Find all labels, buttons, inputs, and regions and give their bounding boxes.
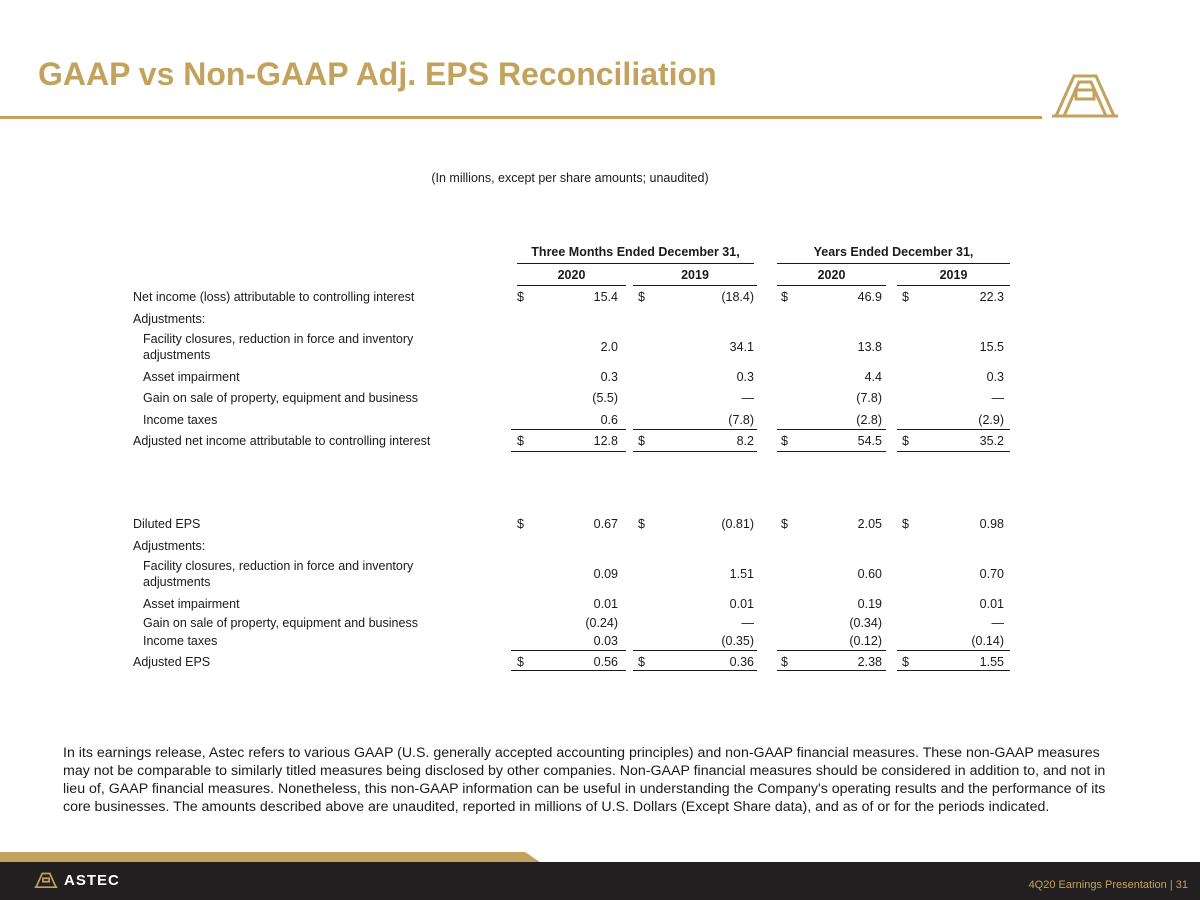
- cell-value: 54.5: [857, 434, 882, 448]
- row-label: [133, 289, 414, 305]
- row-label: [143, 633, 217, 649]
- footer-separator: |: [1169, 879, 1173, 891]
- currency-symbol: $: [902, 517, 909, 531]
- year-header-rule: [897, 285, 1010, 286]
- row-label-text: Facility closures, reduction in force and inventory: [143, 332, 414, 346]
- cell-value: (7.8): [728, 413, 754, 427]
- cell-value: 0.3: [986, 370, 1004, 384]
- row-label-text-cont: adjustments: [143, 348, 211, 362]
- total-rule: [511, 670, 626, 671]
- cell-value: 2.0: [600, 340, 618, 354]
- currency-symbol: $: [517, 290, 524, 304]
- astec-brand-icon: [34, 870, 58, 890]
- total-rule: [777, 451, 886, 452]
- row-label: [133, 433, 430, 449]
- total-rule: [633, 650, 757, 651]
- total-rule: [897, 429, 1010, 430]
- cell-value: 0.36: [729, 655, 754, 669]
- cell-value: 0.56: [593, 655, 618, 669]
- total-rule: [511, 451, 626, 452]
- row-label-text: Adjusted net income attributable to controlling interest: [133, 434, 431, 448]
- row-label: [143, 412, 217, 428]
- cell-value: (0.14): [971, 634, 1004, 648]
- cell-value: 1.51: [729, 567, 754, 581]
- cell-value: (5.5): [592, 391, 618, 405]
- cell-value: 46.9: [857, 290, 882, 304]
- cell-value: 2.05: [857, 517, 882, 531]
- group-header-rule: [517, 263, 754, 264]
- cell-value: 8.2: [736, 434, 754, 448]
- total-rule: [511, 650, 626, 651]
- cell-value: 15.4: [593, 290, 618, 304]
- footer-bar: [0, 862, 1200, 900]
- title-rule: [0, 116, 1042, 119]
- year-header: 2020: [817, 268, 846, 282]
- cell-value: 0.3: [600, 370, 618, 384]
- cell-value: —: [741, 391, 754, 405]
- row-label-text: Adjusted EPS: [133, 655, 211, 669]
- cell-value: 0.01: [729, 597, 754, 611]
- footer-brand-text: ASTEC: [64, 871, 120, 889]
- cell-value: (18.4): [721, 290, 754, 304]
- row-label-text: Facility closures, reduction in force and inventory: [143, 559, 414, 573]
- total-rule: [633, 429, 757, 430]
- row-label-text-cont: adjustments: [143, 575, 211, 589]
- cell-value: 4.4: [864, 370, 882, 384]
- row-label-text: Asset impairment: [143, 597, 240, 611]
- year-header: 2020: [557, 268, 586, 282]
- cell-value: 13.8: [857, 340, 882, 354]
- row-label: [143, 558, 413, 590]
- cell-value: 15.5: [979, 340, 1004, 354]
- cell-value: 22.3: [979, 290, 1004, 304]
- cell-value: 0.3: [736, 370, 754, 384]
- year-header-rule: [777, 285, 886, 286]
- presentation-name: 4Q20 Earnings Presentation: [1028, 879, 1167, 891]
- footer-gold-band: [0, 852, 1200, 862]
- currency-symbol: $: [517, 655, 524, 669]
- cell-value: 0.60: [857, 567, 882, 581]
- currency-symbol: $: [517, 517, 524, 531]
- row-label-text: Income taxes: [143, 634, 218, 648]
- cell-value: 0.09: [593, 567, 618, 581]
- cell-value: —: [741, 616, 754, 630]
- currency-symbol: $: [638, 655, 645, 669]
- row-label-text: Asset impairment: [143, 370, 240, 384]
- total-rule: [777, 650, 886, 651]
- footer-brand: [34, 869, 120, 891]
- cell-value: 0.6: [600, 413, 618, 427]
- cell-value: —: [991, 391, 1004, 405]
- cell-value: 2.38: [857, 655, 882, 669]
- cell-value: (0.12): [849, 634, 882, 648]
- total-rule: [897, 670, 1010, 671]
- row-label-text: Gain on sale of property, equipment and business: [143, 616, 418, 630]
- year-header-rule: [517, 285, 626, 286]
- cell-value: —: [991, 616, 1004, 630]
- currency-symbol: $: [638, 290, 645, 304]
- year-header-rule: [633, 285, 757, 286]
- footnote-paragraph: In its earnings release, Astec refers to various GAAP (U.S. generally accepted accounting principles) and non-GAAP financial measures. These non-GAAP measures may not be comparable to similarly titled measures being disclosed by other companies. Non-GAAP financial measures should be considered in addition to, and not in lieu of, GAAP financial measures. Nonetheless, this non-GAAP information can be useful in understanding the Company's operating results and the performance of its core businesses. The amounts described above are unaudited, reported in millions of U.S. Dollars (Except Share data), and as of or for the periods indicated.: [63, 745, 1106, 815]
- table-subtitle: (In millions, except per share amounts; unaudited): [431, 171, 709, 185]
- total-rule: [633, 670, 757, 671]
- total-rule: [633, 451, 757, 452]
- cell-value: 0.98: [979, 517, 1004, 531]
- currency-symbol: $: [781, 434, 788, 448]
- row-label: [143, 369, 240, 385]
- row-label-text: Net income (loss) attributable to controlling interest: [133, 290, 415, 304]
- row-label-text: Gain on sale of property, equipment and business: [143, 391, 418, 405]
- cell-value: (0.24): [585, 616, 618, 630]
- row-label: [133, 516, 200, 532]
- cell-value: 0.67: [593, 517, 618, 531]
- group-header: Three Months Ended December 31,: [531, 245, 740, 259]
- row-label: [133, 654, 210, 670]
- total-rule: [897, 451, 1010, 452]
- cell-value: (0.81): [721, 517, 754, 531]
- currency-symbol: $: [517, 434, 524, 448]
- page-title: GAAP vs Non-GAAP Adj. EPS Reconciliation: [38, 56, 717, 92]
- row-label: [143, 615, 418, 631]
- cell-value: 0.01: [979, 597, 1004, 611]
- row-label: [143, 390, 418, 406]
- group-header-rule: [777, 263, 1010, 264]
- cell-value: 0.01: [593, 597, 618, 611]
- currency-symbol: $: [638, 434, 645, 448]
- row-label-text: Diluted EPS: [133, 517, 201, 531]
- cell-value: (2.8): [856, 413, 882, 427]
- total-rule: [897, 650, 1010, 651]
- row-label-text: Income taxes: [143, 413, 218, 427]
- cell-value: 0.03: [593, 634, 618, 648]
- cell-value: 12.8: [593, 434, 618, 448]
- currency-symbol: $: [781, 517, 788, 531]
- cell-value: 0.70: [979, 567, 1004, 581]
- astec-logo-icon: [1050, 72, 1120, 118]
- cell-value: (0.34): [849, 616, 882, 630]
- currency-symbol: $: [781, 290, 788, 304]
- cell-value: 0.19: [857, 597, 882, 611]
- currency-symbol: $: [781, 655, 788, 669]
- total-rule: [777, 429, 886, 430]
- cell-value: (7.8): [856, 391, 882, 405]
- cell-value: 35.2: [979, 434, 1004, 448]
- currency-symbol: $: [638, 517, 645, 531]
- footer-page-info: [1029, 879, 1188, 891]
- currency-symbol: $: [902, 290, 909, 304]
- year-header: 2019: [681, 268, 709, 282]
- row-label-text: Adjustments:: [133, 539, 206, 553]
- cell-value: (2.9): [978, 413, 1004, 427]
- total-rule: [777, 670, 886, 671]
- row-label: [143, 596, 240, 612]
- row-label: [133, 538, 205, 554]
- cell-value: 34.1: [729, 340, 754, 354]
- currency-symbol: $: [902, 434, 909, 448]
- row-label: [143, 331, 413, 363]
- cell-value: (0.35): [721, 634, 754, 648]
- row-label-text: Adjustments:: [133, 312, 206, 326]
- group-header: Years Ended December 31,: [813, 245, 974, 259]
- currency-symbol: $: [902, 655, 909, 669]
- cell-value: 1.55: [979, 655, 1004, 669]
- total-rule: [511, 429, 626, 430]
- page-number: 31: [1175, 879, 1188, 891]
- row-label: [133, 311, 205, 327]
- year-header: 2019: [939, 268, 968, 282]
